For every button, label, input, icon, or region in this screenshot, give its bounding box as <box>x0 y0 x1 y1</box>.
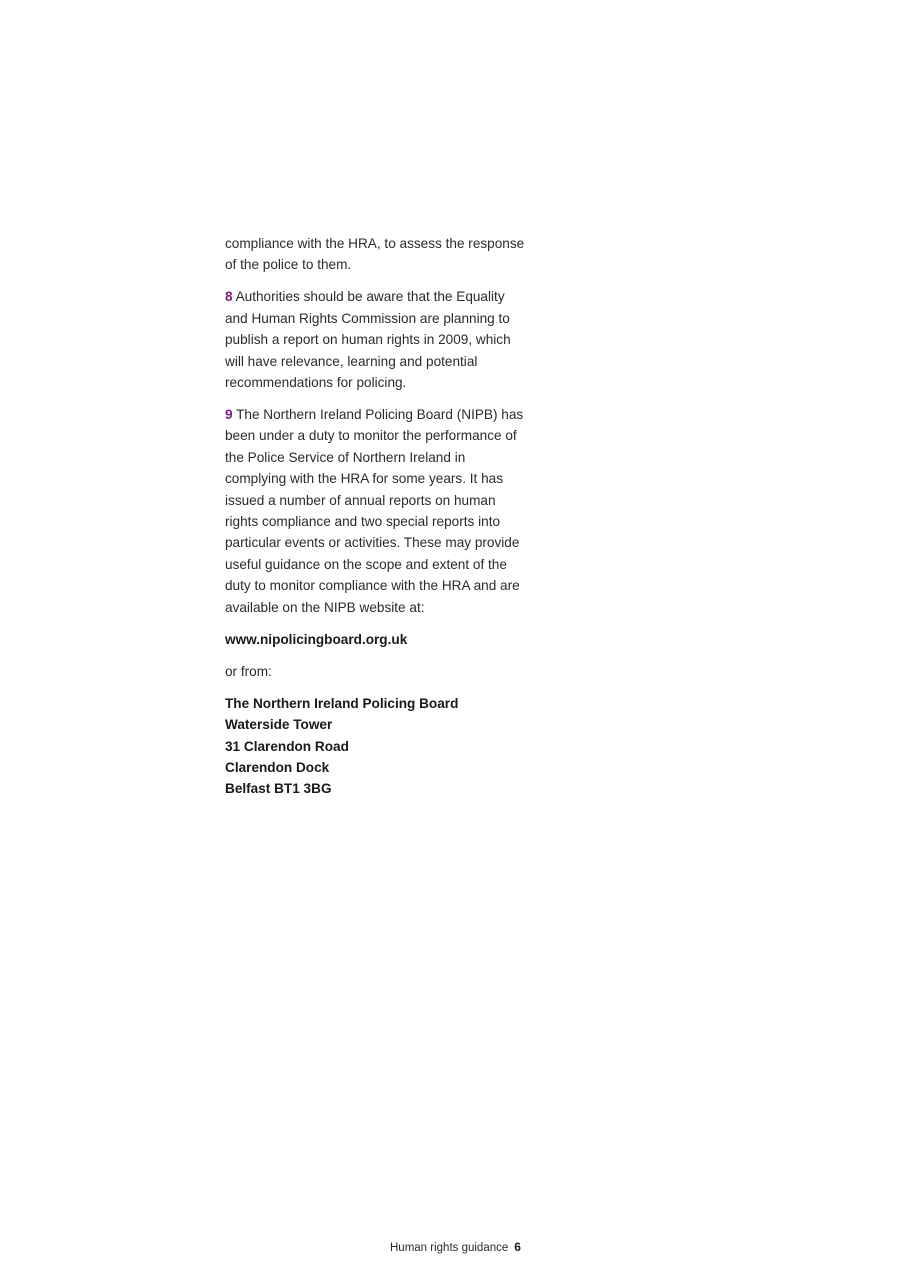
paragraph-continued-text: compliance with the HRA, to assess the response of the police to them. <box>225 236 525 273</box>
address-line-1: The Northern Ireland Policing Board <box>225 695 459 711</box>
address-line-4: Clarendon Dock <box>225 759 330 775</box>
main-text-column <box>225 233 530 800</box>
paragraph-9 <box>225 404 530 618</box>
address-line-3: 31 Clarendon Road <box>225 738 349 754</box>
page-number: 6 <box>514 1240 521 1254</box>
address-line-5: Belfast BT1 3BG <box>225 781 332 797</box>
paragraph-number-8: 8 <box>225 289 233 305</box>
postal-address <box>225 693 530 800</box>
paragraph-continued <box>225 233 530 276</box>
footer-title: Human rights guidance <box>390 1242 509 1254</box>
paragraph-9-text: The Northern Ireland Policing Board (NIPB) has been under a duty to monitor the performance of the Police Service of Northern Ireland in complying with the HRA for some years. It has issued a number of annual reports on human rights compliance and two special reports into particular events or activities. These may provide useful guidance on the scope and extent of the duty to monitor compliance with the HRA and are available on the NIPB website at: <box>225 407 524 615</box>
website-link[interactable]: www.nipolicingboard.org.uk <box>225 631 408 647</box>
paragraph-8-text: Authorities should be aware that the Equality and Human Rights Commission are planning to publish a report on human rights in 2009, which will have relevance, learning and potential recommendations for policing. <box>225 289 511 391</box>
paragraph-number-9: 9 <box>225 407 233 423</box>
address-line-2: Waterside Tower <box>225 717 333 733</box>
paragraph-8 <box>225 286 530 393</box>
or-from-text: or from: <box>225 663 272 679</box>
page-footer <box>390 1239 521 1256</box>
